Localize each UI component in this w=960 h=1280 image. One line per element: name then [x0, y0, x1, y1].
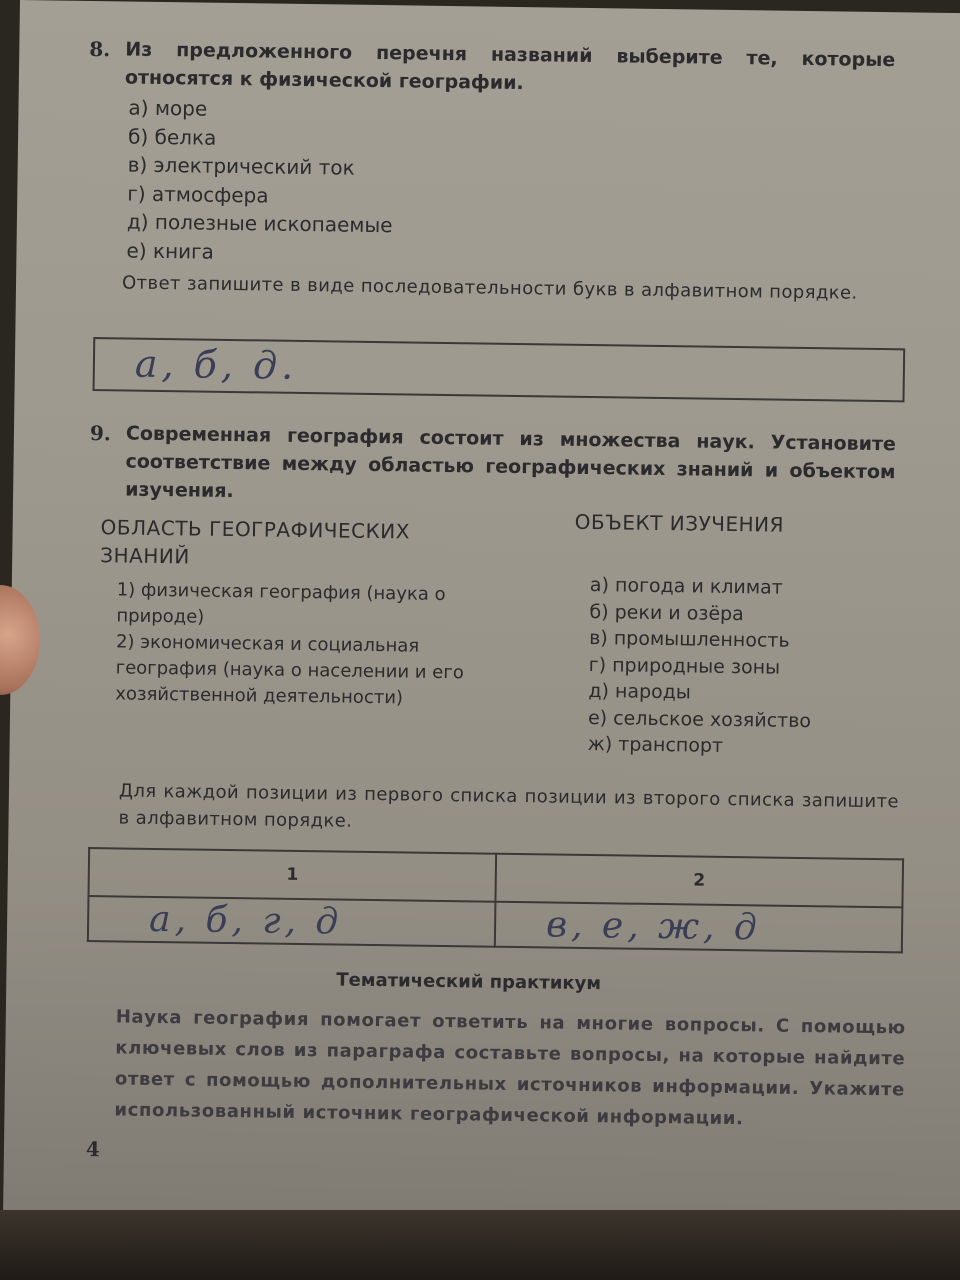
knowledge-area-list	[115, 577, 472, 712]
question-9-number: 9.	[89, 421, 112, 446]
practicum-title: Тематический практикум	[336, 969, 602, 995]
study-object-g: г) природные зоны	[588, 653, 781, 679]
column-header-study-object: ОБЪЕКТ ИЗУЧЕНИЯ	[574, 509, 785, 537]
study-object-b: б) реки и озёра	[589, 600, 744, 625]
table-answer-cell-2	[495, 902, 903, 953]
question-8-instruction: Ответ запишите в виде последовательности букв в алфавитном порядке.	[121, 272, 858, 304]
background-shadow	[0, 1210, 960, 1280]
question-8-options	[126, 94, 394, 269]
option-a: а) море	[128, 95, 208, 121]
question-8-text: Из предложенного перечня названий выберите те, которые относятся к физической географии.	[124, 38, 896, 95]
question-9-instruction: Для каждой позиции из первого списка позиции из второго списка запишите в алфавитном порядке.	[118, 780, 900, 832]
question-8-number: 8.	[89, 36, 111, 62]
option-b: б) белка	[127, 124, 217, 150]
knowledge-area-item-1: 1) физическая география (наука о природе)	[116, 579, 446, 628]
study-object-e: е) сельское хозяйство	[587, 706, 812, 732]
table-answer-cell-1	[88, 896, 496, 947]
study-object-a: а) погода и климат	[589, 574, 783, 599]
option-d: д) полезные ископаемые	[126, 209, 393, 238]
practicum-text: Наука география помогает ответить на многие вопросы. С помощью ключевых слов из параграфа составьте вопросы, на которые найдите ответ с помощью дополнительных источников информации. Укажите использованный источник географической информации.	[114, 1006, 906, 1130]
study-object-zh: ж) транспорт	[587, 732, 724, 757]
handwritten-answer-2: в, е, ж, д	[545, 904, 762, 949]
study-object-d: д) народы	[588, 680, 692, 704]
question-8-answer-box	[93, 337, 906, 402]
question-9-text: Современная география состоит из множества наук. Установите соответствие между областью географических знаний и объектом изучения.	[125, 422, 897, 503]
table-header-2: 2	[495, 854, 903, 908]
workbook-page	[3, 0, 960, 1253]
option-g: г) атмосфера	[127, 181, 269, 207]
option-e: е) книга	[126, 238, 215, 264]
knowledge-area-item-2: 2) экономическая и социальная география (наука о населении и его хозяйственной деятельности)	[115, 631, 464, 709]
handwritten-answer-1: а, б, г, д	[148, 898, 343, 943]
column-header-knowledge-area: ОБЛАСТЬ ГЕОГРАФИЧЕСКИХ ЗНАНИЙ	[100, 515, 411, 569]
study-object-v: в) промышленность	[588, 627, 790, 652]
question-9-answer-table	[87, 847, 904, 953]
page-number: 4	[85, 1137, 101, 1162]
question-8-handwritten-answer: а, б, д.	[134, 341, 298, 388]
option-v: в) электрический ток	[127, 152, 355, 180]
table-header-1: 1	[88, 848, 496, 902]
study-object-list	[587, 572, 813, 761]
